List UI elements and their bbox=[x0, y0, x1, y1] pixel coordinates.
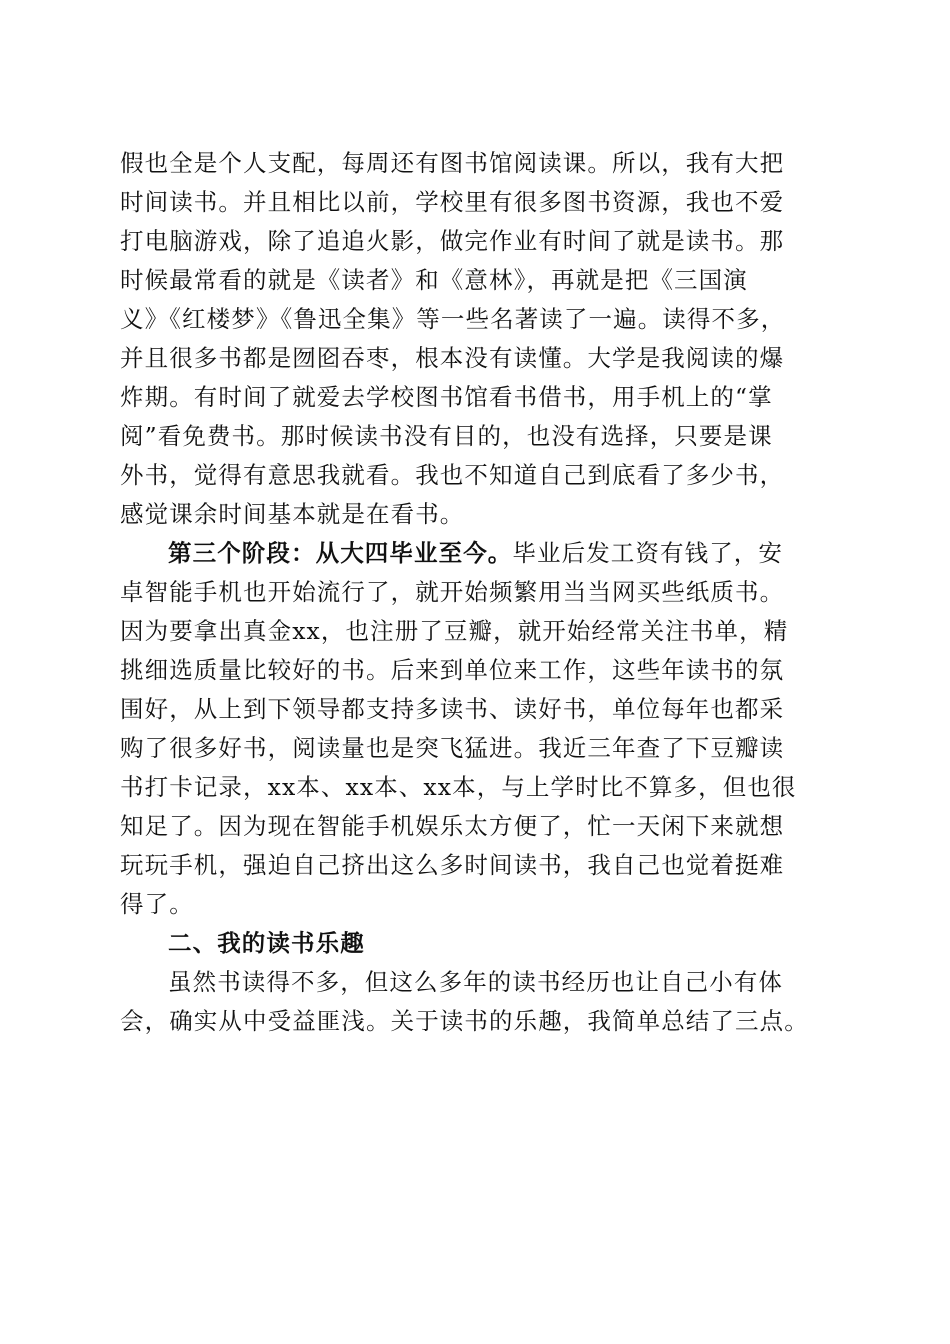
text-line: 卓智能手机也开始流行了，就开始频繁用当当网买些纸质书。 bbox=[120, 578, 785, 606]
text-line: 假也全是个人支配，每周还有图书馆阅读课。所以，我有大把 bbox=[120, 149, 785, 177]
text-line: 阅”看免费书。那时候读书没有目的，也没有选择，只要是课 bbox=[120, 422, 773, 450]
text-line: 打电脑游戏，除了追追火影，做完作业有时间了就是读书。那 bbox=[120, 227, 785, 255]
text-line: 炸期。有时间了就爱去学校图书馆看书借书，用手机上的“掌 bbox=[120, 383, 773, 411]
text-line: 玩玩手机，强迫自己挤出这么多时间读书，我自己也觉着挺难 bbox=[120, 851, 785, 879]
text-line: 知足了。因为现在智能手机娱乐太方便了，忙一天闲下来就想 bbox=[120, 812, 785, 840]
text-line: 外书，觉得有意思我就看。我也不知道自己到底看了多少书， bbox=[120, 461, 785, 489]
text-line: 感觉课余时间基本就是在看书。 bbox=[120, 500, 465, 528]
text-line: 并且很多书都是囫囵吞枣，根本没有读懂。大学是我阅读的爆 bbox=[120, 344, 785, 372]
paragraph-2-first-line bbox=[120, 534, 832, 573]
text-line: 义》《红楼梦》《鲁迅全集》等一些名著读了一遍。读得不多， bbox=[120, 305, 786, 333]
text-line: 虽然书读得不多，但这么多年的读书经历也让自己小有体 bbox=[168, 968, 783, 996]
paragraph-3 bbox=[120, 963, 832, 1041]
paragraph-2 bbox=[120, 534, 832, 924]
section-heading: 二、我的读书乐趣 bbox=[168, 929, 365, 957]
text-line: 时间读书。并且相比以前，学校里有很多图书资源，我也不爱 bbox=[120, 188, 785, 216]
paragraph-1 bbox=[120, 144, 832, 534]
stage-label: 第三个阶段：从大四毕业至今。 bbox=[168, 539, 513, 567]
text-line: 购了很多好书，阅读量也是突飞猛进。我近三年查了下豆瓣读 bbox=[120, 734, 785, 762]
text-line: 得了。 bbox=[120, 890, 194, 918]
document-body bbox=[120, 144, 832, 1041]
text-run: 毕业后发工资有钱了，安 bbox=[512, 539, 784, 567]
text-line: 书打卡记录，xx本、xx本、xx本，与上学时比不算多，但也很 bbox=[120, 773, 797, 801]
text-line: 挑细选质量比较好的书。后来到单位来工作，这些年读书的氛 bbox=[120, 656, 785, 684]
text-line: 因为要拿出真金xx，也注册了豆瓣，就开始经常关注书单，精 bbox=[120, 617, 789, 645]
text-line: 围好，从上到下领导都支持多读书、读好书，单位每年也都采 bbox=[120, 695, 785, 723]
text-line: 会，确实从中受益匪浅。关于读书的乐趣，我简单总结了三点。 bbox=[120, 1007, 809, 1035]
text-line: 时候最常看的就是《读者》和《意林》，再就是把《三国演 bbox=[120, 266, 748, 294]
